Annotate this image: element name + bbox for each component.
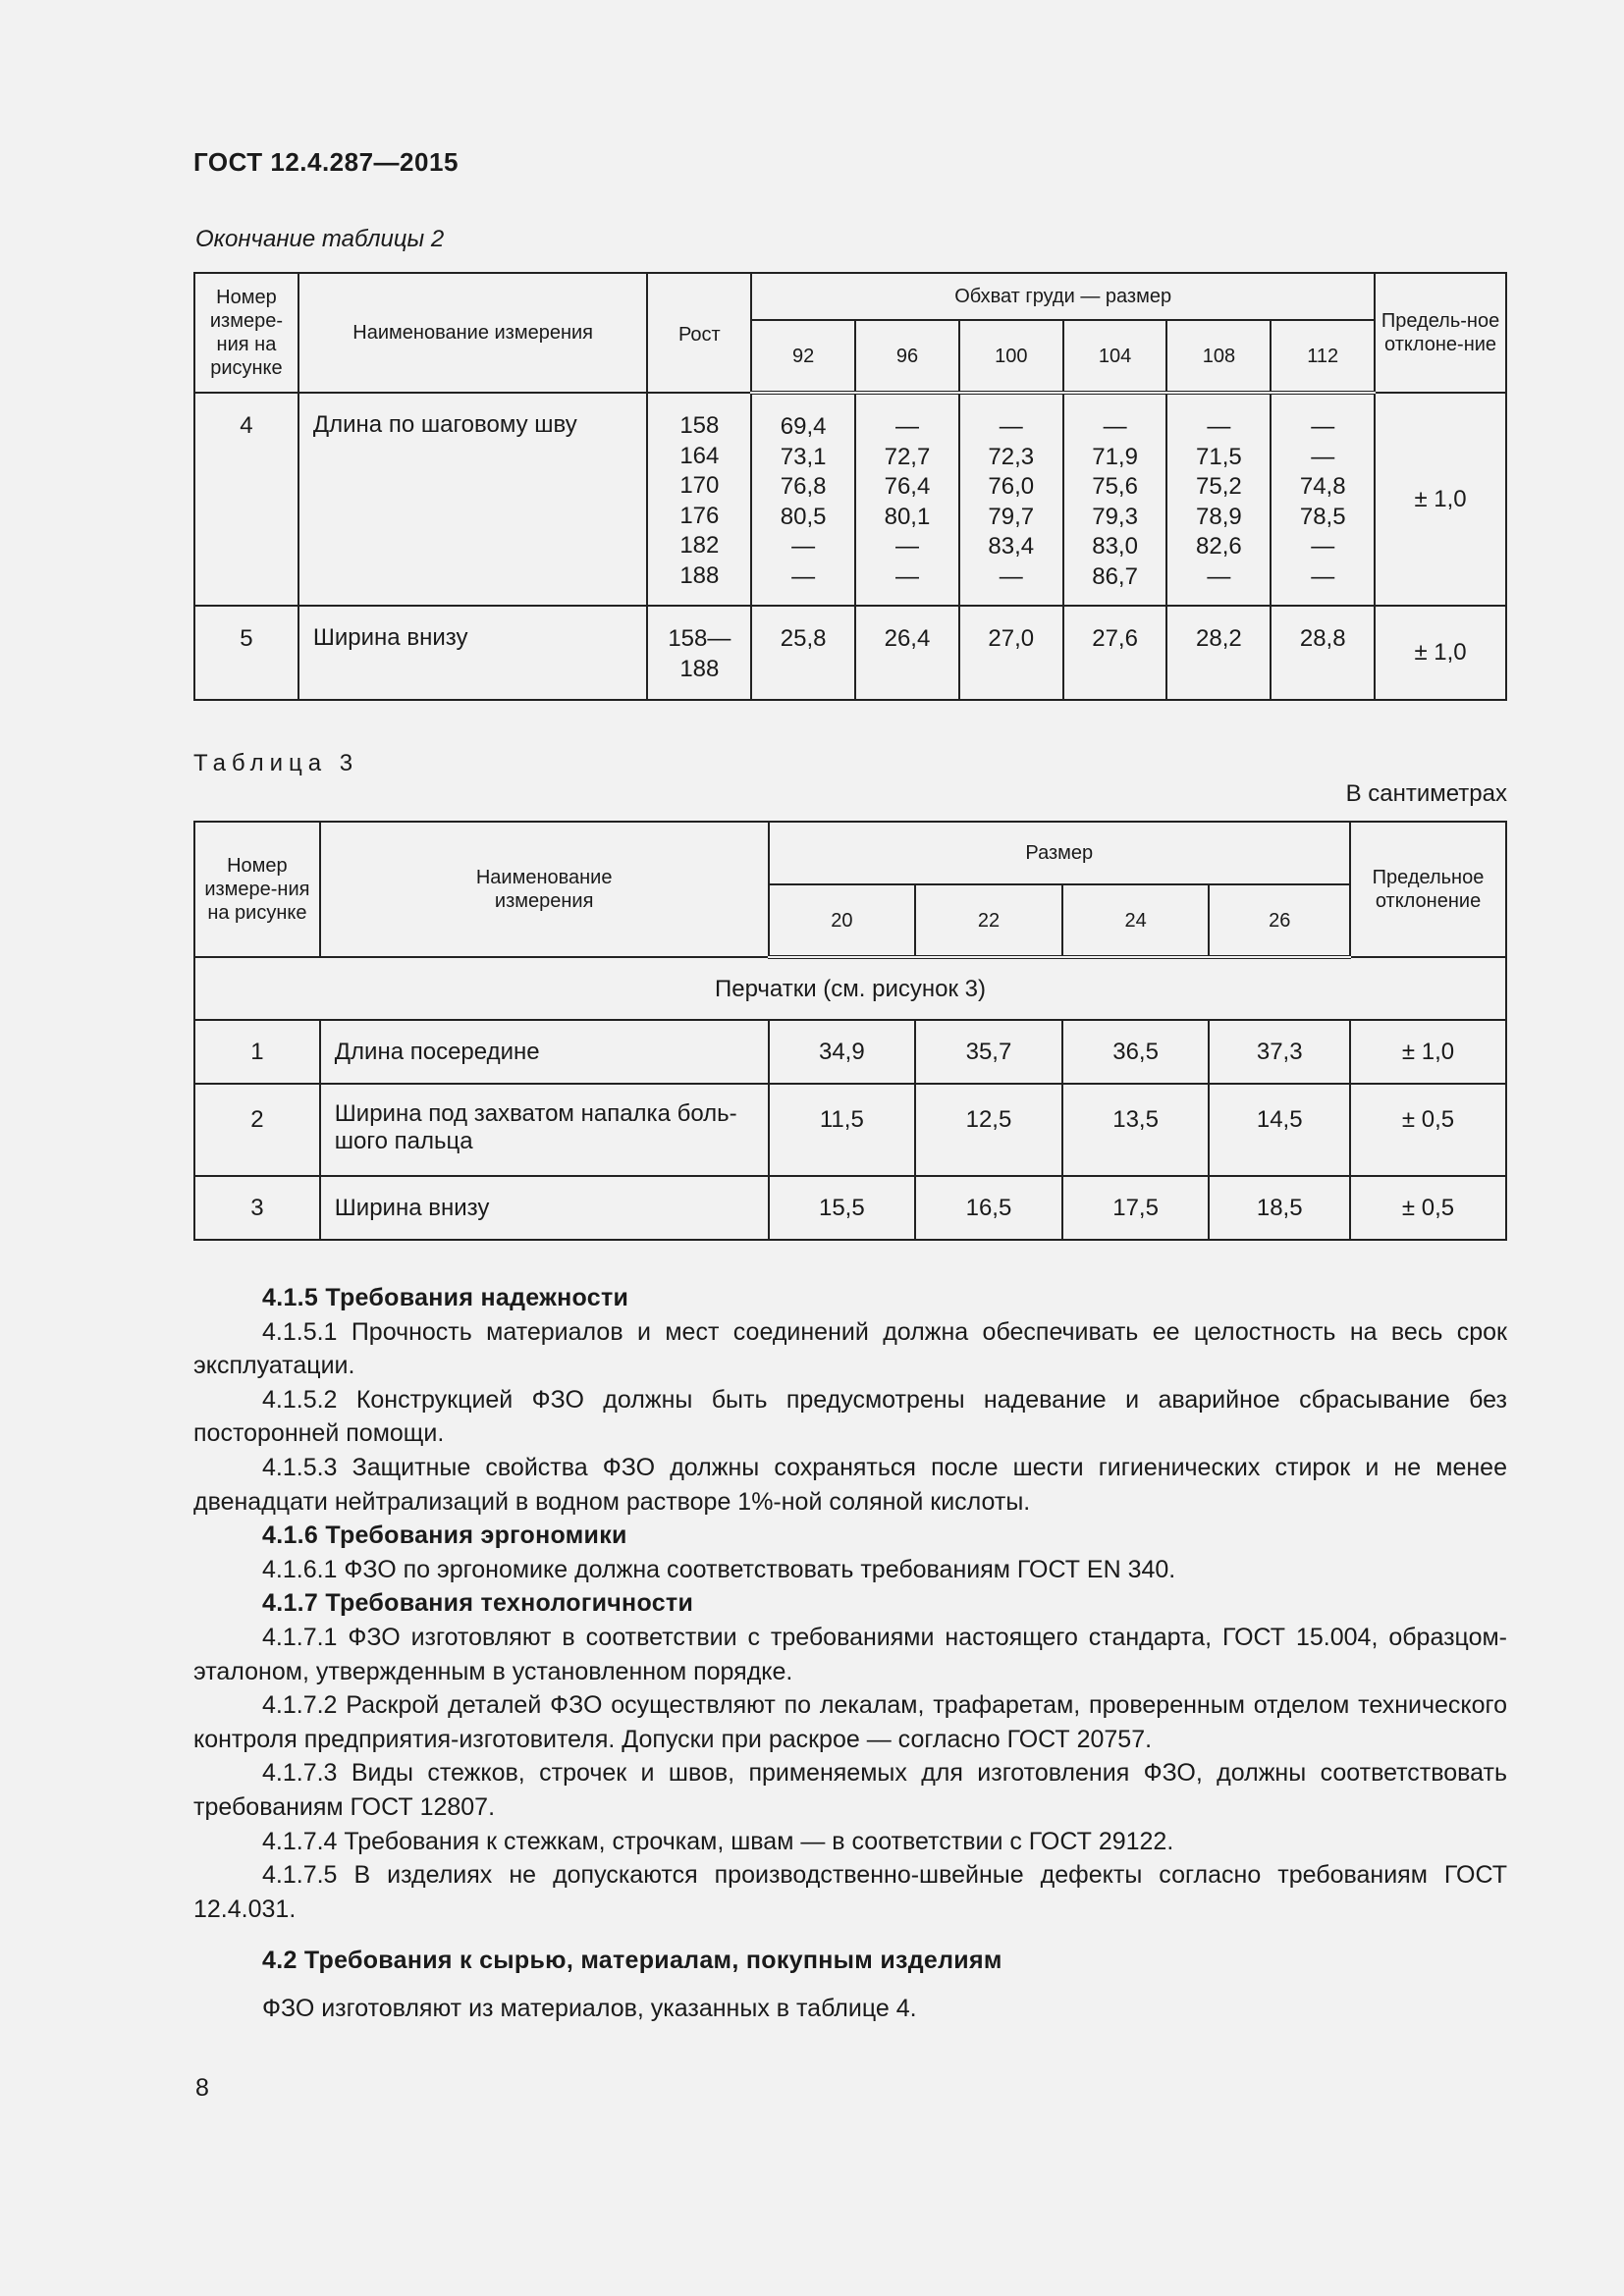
- t2-row5-col96: 26,4: [855, 606, 959, 700]
- t3-row3-val20: 15,5: [769, 1176, 916, 1240]
- t2-row4-col104: — 71,9 75,6 79,3 83,0 86,7: [1063, 393, 1167, 606]
- t3-row3-dev: ± 0,5: [1350, 1176, 1506, 1240]
- t2-header-dev: Предель-ное отклоне-ние: [1375, 273, 1506, 393]
- t3-row2-name: Ширина под захватом напалка боль-шого пальца: [320, 1084, 769, 1176]
- t3-header-name: Наименование измерения: [320, 822, 769, 957]
- t3-row2-val20: 11,5: [769, 1084, 916, 1176]
- t2-row5-num: 5: [194, 606, 298, 700]
- t2-row5-dev: ± 1,0: [1375, 606, 1506, 700]
- table2-caption: Окончание таблицы 2: [195, 226, 445, 252]
- t3-row2-val26: 14,5: [1209, 1084, 1350, 1176]
- table3-units: В сантиметрах: [1345, 780, 1507, 807]
- t2-row5-col92: 25,8: [751, 606, 855, 700]
- t2-row4-col108: — 71,5 75,2 78,9 82,6 —: [1166, 393, 1271, 606]
- t2-row4-num: 4: [194, 393, 298, 606]
- table-row: [194, 606, 1506, 700]
- heading-4-1-7: 4.1.7 Требования технологичности: [262, 1589, 694, 1618]
- heading-4-1-6: 4.1.6 Требования эргономики: [262, 1522, 627, 1550]
- t3-header-num: Номер измере-ния на рисунке: [194, 822, 320, 957]
- table-2: [193, 272, 1507, 701]
- t2-row4-col100: — 72,3 76,0 79,7 83,4 —: [959, 393, 1063, 606]
- table-row: [194, 1084, 1506, 1176]
- document-header: ГОСТ 12.4.287—2015: [193, 147, 459, 177]
- para-4-1-5-2: 4.1.5.2 Конструкцией ФЗО должны быть предусмотрены надевание и аварийное сбрасывание без посторонней помощи.: [193, 1385, 1507, 1448]
- table3-title: Таблица 3: [193, 750, 359, 776]
- t3-row2-dev: ± 0,5: [1350, 1084, 1506, 1176]
- t3-header-dev: Предельное отклонение: [1350, 822, 1506, 957]
- t2-row5-col100: 27,0: [959, 606, 1063, 700]
- para-4-1-5-3: 4.1.5.3 Защитные свойства ФЗО должны сохраняться после шести гигиенических стирок и не менее двенадцати нейтрализаций в водном растворе 1%-ной соляной кислоты.: [193, 1453, 1507, 1516]
- body-text: [193, 1281, 1507, 2025]
- t3-row1-num: 1: [194, 1020, 320, 1084]
- t2-header-name: Наименование измерения: [298, 273, 648, 393]
- para-4-1-7-1: 4.1.7.1 ФЗО изготовляют в соответствии с требованиями настоящего стандарта, ГОСТ 15.004, образцом-эталоном, утвержденным в установленном порядке.: [193, 1623, 1507, 1685]
- heading-4-2: 4.2 Требования к сырью, материалам, покупным изделиям: [262, 1947, 1002, 1975]
- t2-row5-col108: 28,2: [1166, 606, 1271, 700]
- t2-size-104: 104: [1063, 320, 1167, 393]
- t3-row1-val22: 35,7: [915, 1020, 1062, 1084]
- t2-header-chest: Обхват груди — размер: [751, 273, 1375, 320]
- para-4-1-7-2: 4.1.7.2 Раскрой деталей ФЗО осуществляют по лекалам, трафаретам, проверенным отделом технического контроля предприятия-изготовителя. Допуски при раскрое — согласно ГОСТ 20757.: [193, 1691, 1507, 1753]
- t3-row1-val26: 37,3: [1209, 1020, 1350, 1084]
- t3-header-size: Размер: [769, 822, 1351, 884]
- para-4-1-7-5: 4.1.7.5 В изделиях не допускаются производственно-швейные дефекты согласно требованиям ГОСТ 12.4.031.: [193, 1861, 1507, 1923]
- para-4-1-5-1: 4.1.5.1 Прочность материалов и мест соединений должна обеспечивать ее целостность на весь срок эксплуатации.: [193, 1317, 1507, 1380]
- table-row: [194, 393, 1506, 606]
- t2-row4-name: Длина по шаговому шву: [298, 393, 648, 606]
- t3-row3-val24: 17,5: [1062, 1176, 1210, 1240]
- t2-row4-col92: 69,4 73,1 76,8 80,5 — —: [751, 393, 855, 606]
- t3-size-26: 26: [1209, 884, 1350, 957]
- para-4-1-7-3: 4.1.7.3 Виды стежков, строчек и швов, применяемых для изготовления ФЗО, должны соответствовать требованиям ГОСТ 12807.: [193, 1759, 1507, 1821]
- t3-size-24: 24: [1062, 884, 1210, 957]
- t3-row3-name: Ширина внизу: [320, 1176, 769, 1240]
- t2-row4-dev: ± 1,0: [1375, 393, 1506, 606]
- page-number: 8: [195, 2074, 209, 2102]
- t3-row1-dev: ± 1,0: [1350, 1020, 1506, 1084]
- t3-row2-val24: 13,5: [1062, 1084, 1210, 1176]
- t3-row2-val22: 12,5: [915, 1084, 1062, 1176]
- t3-row3-val22: 16,5: [915, 1176, 1062, 1240]
- t2-row4-heights: 158 164 170 176 182 188: [647, 393, 751, 606]
- t2-size-92: 92: [751, 320, 855, 393]
- table-row: [194, 1020, 1506, 1084]
- table-row: [194, 1176, 1506, 1240]
- t3-row1-name: Длина посередине: [320, 1020, 769, 1084]
- t2-row5-col112: 28,8: [1271, 606, 1375, 700]
- t3-row1-val24: 36,5: [1062, 1020, 1210, 1084]
- t2-size-100: 100: [959, 320, 1063, 393]
- t3-row3-val26: 18,5: [1209, 1176, 1350, 1240]
- t2-header-num: Номер измере-ния на рисунке: [194, 273, 298, 393]
- t2-header-height: Рост: [647, 273, 751, 393]
- t2-size-112: 112: [1271, 320, 1375, 393]
- para-4-1-6-1: 4.1.6.1 ФЗО по эргономике должна соответствовать требованиям ГОСТ EN 340.: [262, 1555, 1176, 1583]
- t2-size-96: 96: [855, 320, 959, 393]
- para-4-2: ФЗО изготовляют из материалов, указанных в таблице 4.: [262, 1994, 917, 2022]
- t2-row5-col104: 27,6: [1063, 606, 1167, 700]
- t2-row5-heights: 158— 188: [647, 606, 751, 700]
- t3-row3-num: 3: [194, 1176, 320, 1240]
- t3-row2-num: 2: [194, 1084, 320, 1176]
- t2-row4-col112: — — 74,8 78,5 — —: [1271, 393, 1375, 606]
- t3-row1-val20: 34,9: [769, 1020, 916, 1084]
- t2-size-108: 108: [1166, 320, 1271, 393]
- heading-4-1-5: 4.1.5 Требования надежности: [262, 1284, 629, 1311]
- table-3: [193, 821, 1507, 1241]
- t3-size-20: 20: [769, 884, 916, 957]
- t2-row4-col96: — 72,7 76,4 80,1 — —: [855, 393, 959, 606]
- t3-size-22: 22: [915, 884, 1062, 957]
- t2-row5-name: Ширина внизу: [298, 606, 648, 700]
- t3-group-gloves: Перчатки (см. рисунок 3): [194, 957, 1506, 1020]
- para-4-1-7-4: 4.1.7.4 Требования к стежкам, строчкам, швам — в соответствии с ГОСТ 29122.: [262, 1827, 1174, 1855]
